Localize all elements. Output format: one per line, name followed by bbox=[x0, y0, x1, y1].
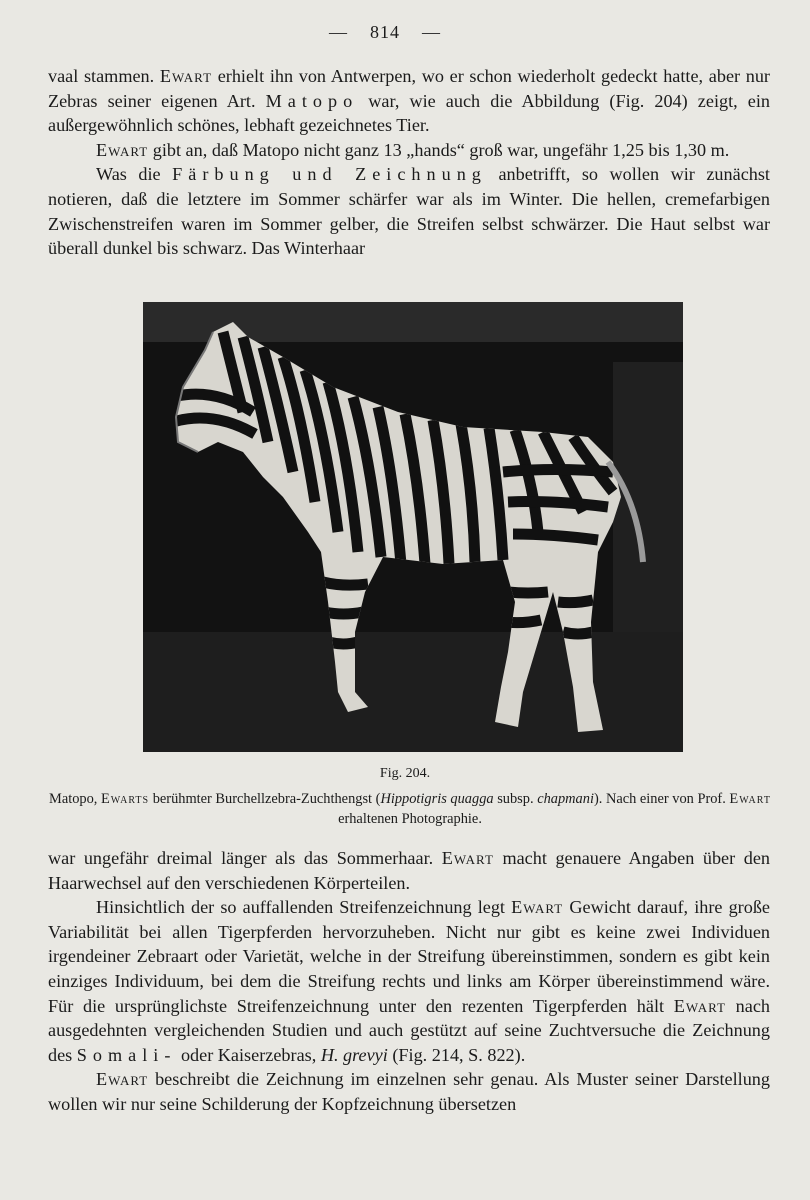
species-name: Hippotigris quagga bbox=[380, 791, 494, 807]
subspecies-name: chapmani bbox=[537, 791, 594, 807]
species-name: H. grevyi bbox=[320, 1044, 388, 1065]
figure-caption: Matopo, Ewarts berühmter Burchellzebra-Zuchthengst (Hippotigris quagga subsp. chapmani). Nach einer von Prof. Ewart erhaltenen Photographie. bbox=[49, 791, 771, 827]
emphasized-name: Somali- bbox=[76, 1044, 177, 1065]
author-name: Ewart bbox=[673, 995, 726, 1016]
bottom-text-block bbox=[48, 846, 770, 1117]
paragraph-6: Ewart beschreibt die Zeichnung im einzelnen sehr genau. Als Muster seiner Darstellung wollen wir nur seine Schilderung der Kopfzeichnung übersetzen bbox=[48, 1069, 770, 1114]
author-name: Ewart bbox=[159, 66, 213, 86]
author-name: Ewart bbox=[96, 1069, 149, 1090]
paragraph-1: vaal stammen. Ewart erhielt ihn von Antwerpen, wo er schon wiederholt gedeckt hatte, aber nur Zebras seiner eigenen Art. Matopo war, wie auch die Abbildung (Fig. 204) zeigt, ein außergewöhnlich schönes, lebhaft gezeichnetes Tier. bbox=[48, 66, 770, 136]
page-number-value: 814 bbox=[370, 22, 400, 42]
author-name: Ewart bbox=[96, 139, 149, 160]
paragraph-4: war ungefähr dreimal länger als das Sommerhaar. Ewart macht genauere Angaben über den Haarwechsel auf den verschiedenen Körperteilen. bbox=[48, 848, 770, 893]
page-number: — 814 — bbox=[329, 22, 441, 42]
caption-author-name: Ewarts bbox=[101, 791, 150, 807]
zebra-photograph bbox=[143, 302, 683, 752]
figure-label: Fig. 204. bbox=[379, 766, 431, 781]
paragraph-3: Was die Färbung und Zeichnung anbetrifft, so wollen wir zunächst notieren, daß die letztere im Sommer schärfer war als im Winter. Die hellen, cremefarbigen Zwischenstreifen waren im Sommer gelber, die Streifen selbst schwärzer. Die Haut selbst war überall dunkel bis schwarz. Das Winterhaar bbox=[48, 164, 770, 259]
caption-author-name: Ewart bbox=[729, 791, 771, 807]
top-text-block bbox=[48, 64, 770, 261]
paragraph-5: Hinsichtlich der so auffallenden Streifenzeichnung legt Ewart Gewicht darauf, ihre große Variabilität bei allen Tigerpferden hervorzuheben. Nicht nur gibt es keine zwei Individuen irgendeiner Zebraart oder Varietät, welche in der Streifung übereinstimmen, sondern es gibt kein einziges Individuum, bei dem die Streifung rechts und links am Körper übereinstimmend wäre. Für die ursprünglichste Streifenzeichnung unter den rezenten Tigerpferden hält Ewart nach ausgedehnten vergleichenden Studien und auch gestützt auf seine Zuchtversuche die Zeichnung des Somali- oder Kaiserzebras, H. grevyi (Fig. 214, S. 822). bbox=[48, 897, 770, 1065]
author-name: Ewart bbox=[511, 897, 564, 918]
emphasized-name: Matopo bbox=[265, 90, 359, 111]
zebra-photo-illustration bbox=[143, 302, 683, 752]
author-name: Ewart bbox=[441, 848, 494, 868]
emphasized-phrase: Färbung und Zeichnung bbox=[172, 164, 487, 185]
paragraph-2: Ewart gibt an, daß Matopo nicht ganz 13 „hands“ groß war, ungefähr 1,25 bis 1,30 m. bbox=[96, 139, 730, 160]
